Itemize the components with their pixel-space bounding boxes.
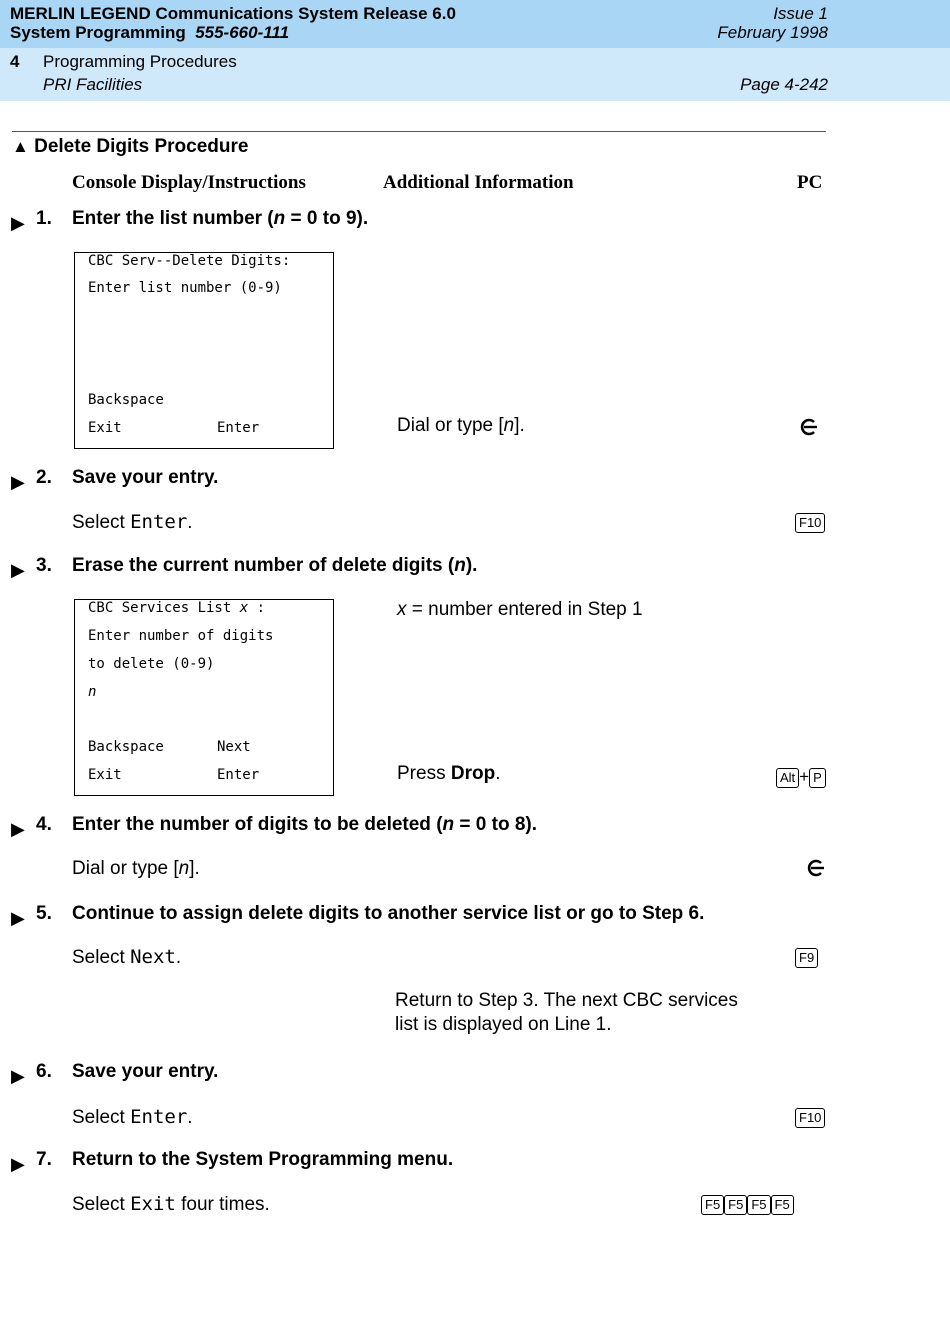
step-arrow-icon: ▶ [11,819,25,839]
step-text-var: n [442,814,455,835]
exit-word: Exit [130,1193,176,1215]
step-arrow-icon: ▶ [11,472,25,492]
step-text: Save your entry. [72,1061,219,1082]
dial-post: ]. [514,415,525,436]
period: . [495,763,501,784]
select-word: Select [72,947,131,968]
plus-sign: + [799,767,810,786]
step-text-pre: Erase the current number of delete digits ( [72,555,455,576]
chapter-number: 4 [10,52,20,71]
alt-key[interactable]: Alt [776,768,799,788]
step-number: 5. [36,903,52,924]
section-rule [12,131,826,132]
procedure-title-text: Delete Digits Procedure [34,136,249,157]
f5-keys[interactable] [701,1195,794,1215]
select-exit-instruction [72,1193,270,1216]
step-text-pre: Enter the list number ( [72,208,274,229]
step-text-post: ). [465,555,478,576]
screen-line [88,600,265,616]
doc-title: MERLIN LEGEND Communications System Release 6.0 [10,4,456,23]
f9-key-label: F9 [795,948,818,968]
doc-subtitle [10,23,289,43]
step-text [72,555,477,577]
step-number: 7. [36,1149,52,1170]
dial-pre: Dial or type [ [72,858,179,879]
select-word: Select [72,1107,131,1128]
f9-key[interactable] [795,948,818,968]
doc-date: February 1998 [717,23,828,42]
screen-enter: Enter [217,420,260,436]
press-drop-instruction [397,763,500,785]
dial-instruction [397,415,525,437]
dial-pre: Dial or type [ [397,415,504,436]
step-number: 6. [36,1061,52,1082]
dial-pad-icon [798,416,820,443]
f10-key-label: F10 [795,1108,825,1128]
console-screen [74,599,334,796]
select-word: Select [72,1194,131,1215]
dial-instruction [72,858,200,880]
x-note-text: = number entered in Step 1 [406,599,643,620]
four-times: four times. [175,1194,270,1215]
step-text-var: n [273,208,286,229]
screen-line: Enter list number (0-9) [88,280,282,296]
select-instruction [72,946,181,969]
screen-exit: Exit [88,420,122,436]
screen-backspace: Backspace [88,739,164,755]
step-text: Save your entry. [72,467,219,488]
doc-number: 555-660-111 [195,23,290,42]
screen-line: n [88,684,97,700]
alt-p-keys[interactable] [776,767,826,788]
step-text: Continue to assign delete digits to another service list or go to Step 6. [72,903,705,924]
dial-pad-icon [805,857,827,884]
drop-word: Drop [450,763,496,784]
step-text [72,814,537,836]
dial-var: n [178,858,190,879]
enter-word: Enter [130,1106,188,1128]
f5-key[interactable]: F5 [724,1195,747,1215]
p-key[interactable]: P [809,768,826,788]
period: . [175,947,182,968]
step-text-post: = 0 to 9). [285,208,369,229]
step-number: 4. [36,814,52,835]
triangle-up-icon: ▲ [12,137,29,156]
screen-line: Enter number of digits [88,628,274,644]
screen-line: to delete (0-9) [88,656,215,672]
period: . [187,1107,193,1128]
procedure-title [12,136,248,158]
dial-var: n [503,415,515,436]
press-word: Press [397,763,451,784]
f10-key[interactable] [795,513,825,533]
f5-key[interactable]: F5 [747,1195,770,1215]
step-text: Return to the System Programming menu. [72,1149,454,1170]
return-note-line2: list is displayed on Line 1. [395,1014,612,1035]
screen-exit: Exit [88,767,122,783]
subtitle-prefix: System Programming [10,23,186,42]
screen-line-suffix: : [248,600,266,616]
step-number: 2. [36,467,52,488]
step-arrow-icon: ▶ [11,1154,25,1174]
select-word: Select [72,512,131,533]
console-screen [74,252,334,449]
period: . [187,512,193,533]
next-word: Next [130,946,176,968]
section-title: PRI Facilities [43,75,143,94]
f10-key[interactable] [795,1108,825,1128]
step-text-post: = 0 to 8). [454,814,538,835]
column-head-console: Console Display/Instructions [72,172,306,193]
screen-next: Next [217,739,251,755]
select-instruction [72,1106,193,1129]
f5-key[interactable]: F5 [701,1195,724,1215]
step-arrow-icon: ▶ [11,1066,25,1086]
screen-line: CBC Serv--Delete Digits: [88,253,291,269]
step-arrow-icon: ▶ [11,213,25,233]
step-text-var: n [454,555,466,576]
issue-label: Issue 1 [773,4,828,23]
dial-post: ]. [189,858,200,879]
screen-line-prefix: CBC Services List [88,600,240,616]
screen-backspace: Backspace [88,392,164,408]
page-number: Page 4-242 [740,75,828,94]
screen-line-var: x [239,600,249,616]
return-note-line1: Return to Step 3. The next CBC services [395,990,738,1011]
f10-key-label: F10 [795,513,825,533]
select-instruction [72,511,193,534]
screen-enter: Enter [217,767,260,783]
step-number: 1. [36,208,52,229]
column-head-pc: PC [797,172,823,193]
x-note [397,599,643,621]
chapter-title: Programming Procedures [43,52,237,71]
step-arrow-icon: ▶ [11,908,25,928]
step-number: 3. [36,555,52,576]
step-arrow-icon: ▶ [11,560,25,580]
step-text-pre: Enter the number of digits to be deleted ( [72,814,443,835]
column-head-additional: Additional Information [383,172,574,193]
f5-key[interactable]: F5 [771,1195,794,1215]
enter-word: Enter [130,511,188,533]
x-var: x [397,599,407,620]
step-text [72,208,368,230]
